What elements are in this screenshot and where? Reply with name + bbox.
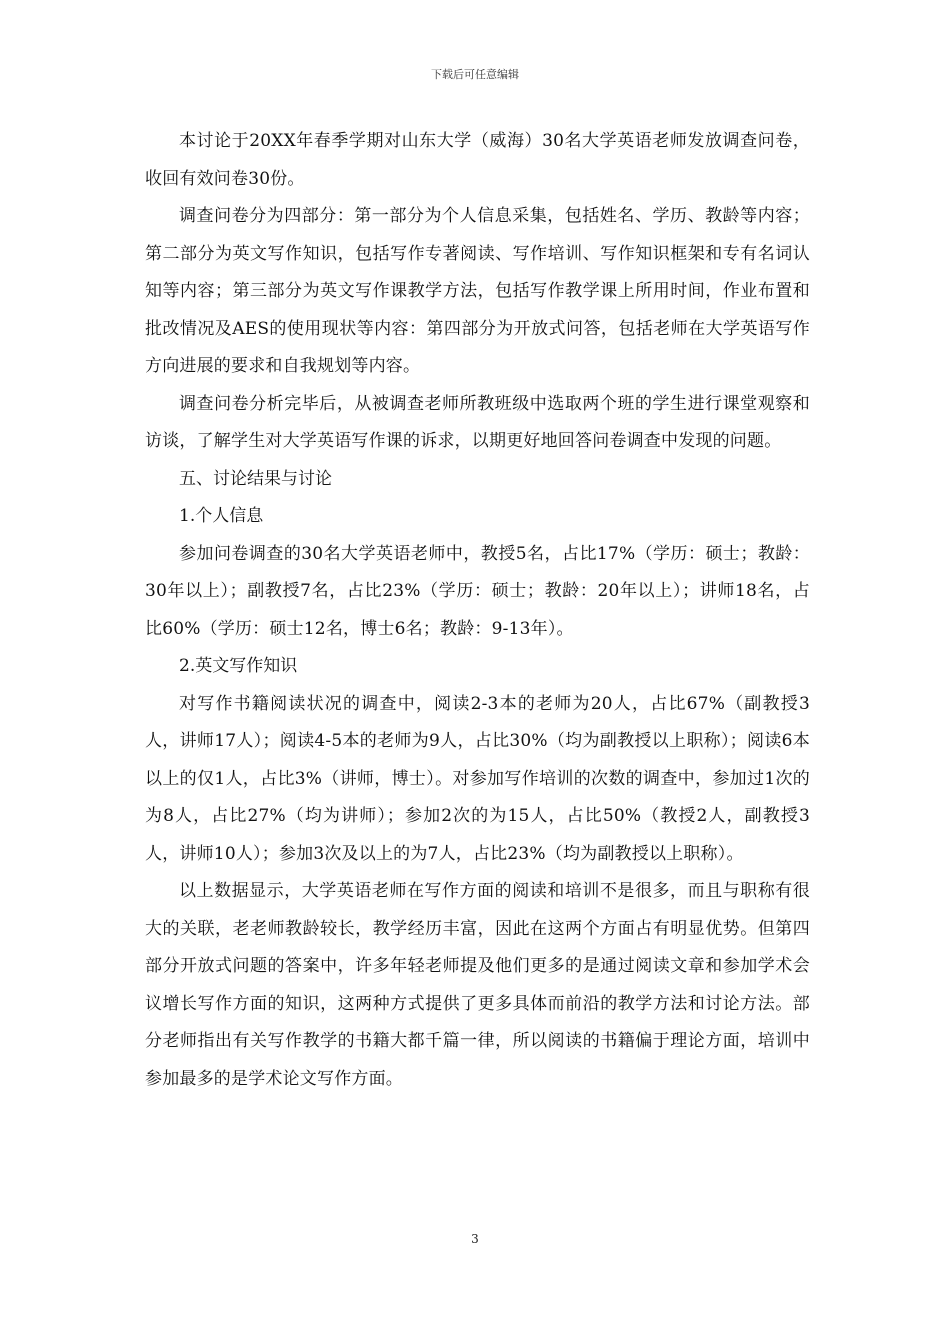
- paragraph-survey-scope: 本讨论于20XX年春季学期对山东大学（威海）30名大学英语老师发放调查问卷，收回有效问卷30份。: [145, 131, 810, 189]
- paragraph-data-analysis: 以上数据显示，大学英语老师在写作方面的阅读和培训不是很多，而且与职称有很大的关联，老老师教龄较长，教学经历丰富，因此在这两个方面占有明显优势。但第四部分开放式问题的答案中，许多年轻老师提及他们更多的是通过阅读文章和参加学术会议增长写作方面的知识，这两种方式提供了更多具体而前沿的教学方法和讨论方法。部分老师指出有关写作教学的书籍大都千篇一律，所以阅读的书籍偏于理论方面，培训中参加最多的是学术论文写作方面。: [145, 881, 810, 1089]
- section-heading-results: 五、讨论结果与讨论: [179, 468, 332, 489]
- subsection-heading-personal-info: 1.个人信息: [179, 506, 264, 526]
- subsection-heading-writing-knowledge: 2.英文写作知识: [179, 656, 298, 676]
- paragraph-personal-info: 参加问卷调查的30名大学英语老师中，教授5名，占比17%（学历：硕士；教龄：30年以上）；副教授7名，占比23%（学历：硕士；教龄：20年以上）；讲师18名，占比60%（学历：硕士12名，博士6名；教龄：9-13年）。: [145, 543, 810, 639]
- page-header: 下载后可任意编辑: [431, 68, 519, 81]
- paragraph-questionnaire-structure: 调查问卷分为四部分：第一部分为个人信息采集，包括姓名、学历、教龄等内容；第二部分为英文写作知识，包括写作专著阅读、写作培训、写作知识框架和专有名词认知等内容；第三部分为英文写作课教学方法，包括写作教学课上所用时间，作业布置和批改情况及AES的使用现状等内容：第四部分为开放式问答，包括老师在大学英语写作方向进展的要求和自我规划等内容。: [145, 206, 810, 376]
- page-number: 3: [471, 1232, 479, 1246]
- document-body: [145, 123, 810, 1098]
- paragraph-writing-knowledge-survey: 对写作书籍阅读状况的调查中，阅读2-3本的老师为20人，占比67%（副教授3人，讲师17人）；阅读4-5本的老师为9人，占比30%（均为副教授以上职称）；阅读6本以上的仅1人，占比3%（讲师，博士）。对参加写作培训的次数的调查中，参加过1次的为8人，占比27%（均为讲师）；参加2次的为15人，占比50%（教授2人，副教授3人，讲师10人）；参加3次及以上的为7人，占比23%（均为副教授以上职称）。: [145, 693, 810, 864]
- paragraph-classroom-observation: 调查问卷分析完毕后，从被调查老师所教班级中选取两个班的学生进行课堂观察和访谈，了解学生对大学英语写作课的诉求，以期更好地回答问卷调查中发现的问题。: [145, 393, 810, 451]
